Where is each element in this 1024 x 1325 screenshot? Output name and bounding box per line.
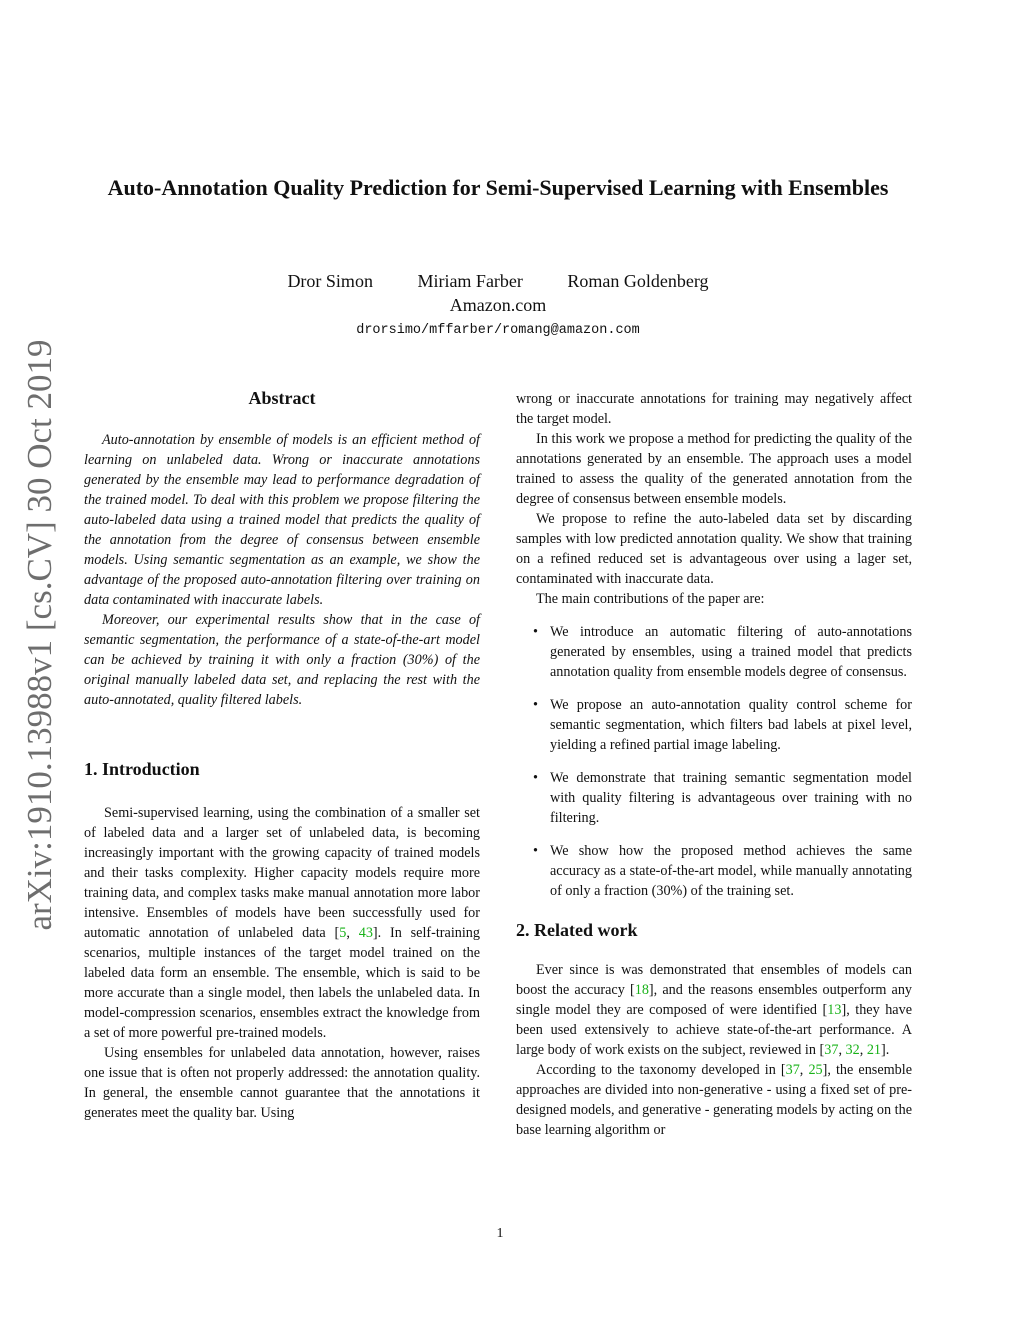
right-column <box>516 389 912 1140</box>
list-item: • We introduce an automatic filtering of auto-annotations generated by ensembles, using a trained model that predicts annotation quality from ensemble models degree of consensus. <box>533 624 912 680</box>
citation-link[interactable]: 32 <box>845 1042 860 1058</box>
body-paragraph: wrong or inaccurate annotations for training may negatively affect the target model. <box>516 391 912 427</box>
bullet-icon: • <box>533 770 538 786</box>
abstract-paragraph: Moreover, our experimental results show that in the case of semantic segmentation, the performance of a state-of-the-art model can be achieved by training it with only a fraction (30%) of the original manually labeled data set, and replacing the rest with the auto-annotated, quality filtered labels. <box>84 612 480 708</box>
body-paragraph: The main contributions of the paper are: <box>536 591 765 607</box>
author-email: drorsimo/mffarber/romang@amazon.com <box>356 323 640 338</box>
abstract-heading: Abstract <box>248 388 316 408</box>
section-heading-related-work: 2. Related work <box>516 920 638 940</box>
body-paragraph: We propose to refine the auto-labeled data set by discarding samples with low predicted annotation quality. We show that training on a refined reduced set is advantageous over using a lager set, contaminated with inaccurate data. <box>516 511 912 587</box>
body-paragraph: According to the taxonomy developed in [37, 25], the ensemble approaches are divided into non-generative - using a fixed set of pre-designed models, and generative - generating models by acting on the base learning algorithm or <box>516 1062 912 1138</box>
list-item: • We propose an auto-annotation quality control scheme for semantic segmentation, which filters bad labels at pixel level, yielding a refined partial image labeling. <box>533 697 912 753</box>
abstract-section <box>84 386 480 710</box>
paper-title: Auto-Annotation Quality Prediction for Semi-Supervised Learning with Ensembles <box>107 175 889 200</box>
bullet-icon: • <box>533 843 538 859</box>
arxiv-stamp: arXiv:1910.13988v1 [cs.CV] 30 Oct 2019 <box>20 339 59 931</box>
author-name: Miriam Farber <box>417 271 523 291</box>
body-paragraph: Ever since is was demonstrated that ensembles of models can boost the accuracy [18], and the reasons ensembles outperform any single model they are composed of were identified [13], they have been used extensively to achieve state-of-the-art performance. A large body of work exists on the subject, reviewed in [37, 32, 21]. <box>516 962 913 1058</box>
citation-link[interactable]: 21 <box>866 1042 881 1058</box>
bullet-icon: • <box>533 697 538 713</box>
bullet-icon: • <box>533 624 538 640</box>
contributions-list <box>516 622 912 901</box>
citation-link[interactable]: 5 <box>339 925 347 941</box>
abstract-paragraph: Auto-annotation by ensemble of models is an efficient method of learning on unlabeled data. Wrong or inaccurate annotations generated by the ensemble may lead to performance degradation of the trained model. To deal with this problem we propose filtering the auto-labeled data using a trained model that predicts the quality of the annotation from the degree of consensus between ensemble models. Using semantic segmentation as an example, we show the advantage of the proposed auto-annotation filtering over training on data contaminated with inaccurate labels. <box>84 432 480 608</box>
section-heading-introduction: 1. Introduction <box>84 759 200 779</box>
citation-link[interactable]: 37 <box>785 1062 800 1078</box>
page-number: 1 <box>496 1226 504 1241</box>
author-name: Roman Goldenberg <box>567 271 709 291</box>
citation-link[interactable]: 37 <box>824 1042 839 1058</box>
affiliation: Amazon.com <box>449 295 547 315</box>
author-name: Dror Simon <box>287 271 373 291</box>
body-paragraph: In this work we propose a method for predicting the quality of the annotations generated by an ensemble. The approach uses a model trained to assess the quality of the generated annotation from the degree of consensus between ensemble models. <box>516 431 912 507</box>
citation-link[interactable]: 18 <box>634 982 649 998</box>
citation-link[interactable]: 13 <box>827 1002 842 1018</box>
body-paragraph: Semi-supervised learning, using the combination of a smaller set of labeled data and a larger set of unlabeled data, is becoming increasingly important with the growing capacity of trained models and their tasks complexity. Higher capacity models require more training data, and complex tasks make manual annotation more labor intensive. Ensembles of models have been successfully used for automatic annotation of unlabeled data [5, 43]. In self-training scenarios, multiple instances of the target model trained on the labeled data form an ensemble. The ensemble, which is said to be more accurate than a single model, then labels the unlabeled data. In model-compression scenarios, ensembles extract the knowledge from a set of more powerful pre-trained models. <box>84 805 480 1041</box>
list-item: • We demonstrate that training semantic segmentation model with quality filtering is advantageous over training with no filtering. <box>533 770 912 826</box>
citation-link[interactable]: 43 <box>358 925 373 941</box>
body-paragraph: Using ensembles for unlabeled data annotation, however, raises one issue that is often not properly addressed: the annotation quality. In general, the ensemble cannot guarantee that the annotations it generates meet the quality bar. Using <box>84 1045 480 1121</box>
list-item: • We show how the proposed method achieves the same accuracy as a state-of-the-art model, while manually annotating of only a fraction (30%) of the training set. <box>533 843 912 899</box>
citation-link[interactable]: 25 <box>808 1062 823 1078</box>
left-column <box>84 386 480 1123</box>
author-list <box>100 270 896 293</box>
